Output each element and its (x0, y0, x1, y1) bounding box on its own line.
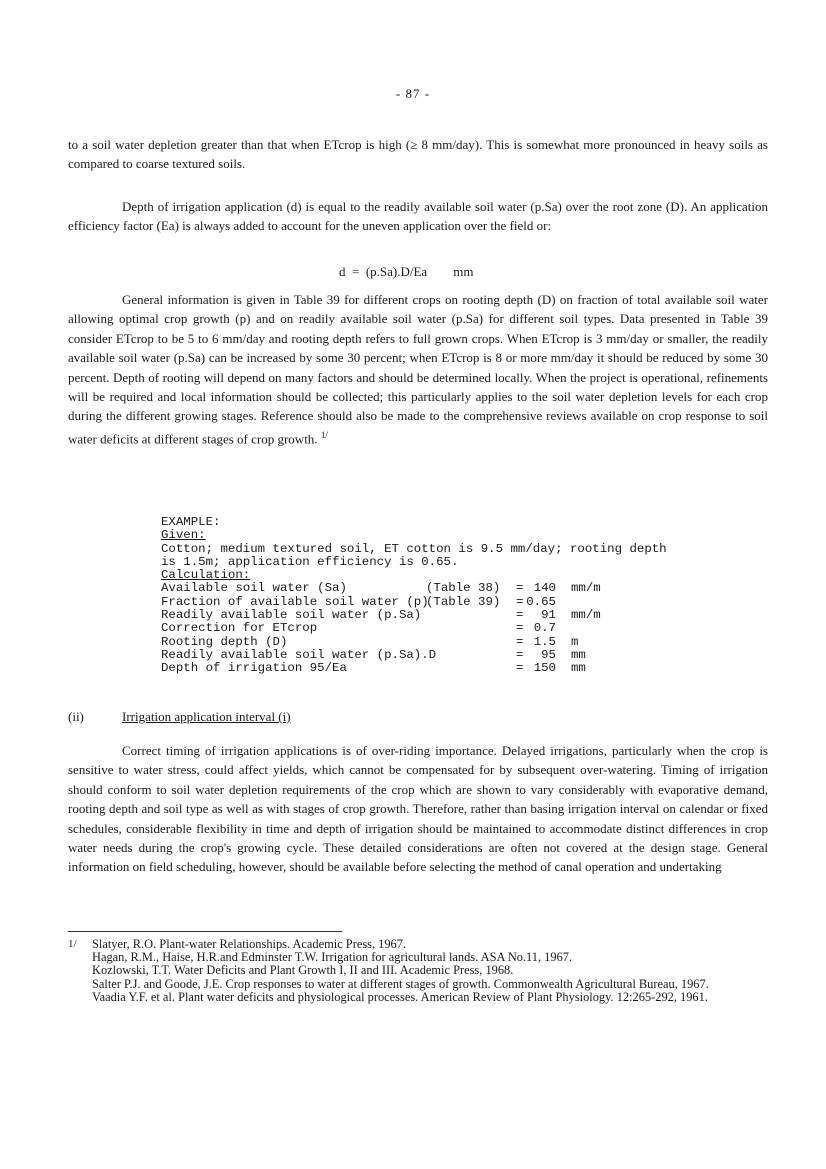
footnote-text: Kozlowski, T.T. Water Deficits and Plant Growth I, II and III. Academic Press, 1968. (92, 963, 514, 978)
calculation-table-ref: (Table 39) (426, 594, 501, 609)
calculation-unit: mm/m (571, 608, 601, 623)
calculation-value: 1.5 (533, 634, 556, 649)
calculation-label: Correction for ETcrop (161, 621, 318, 636)
footnote-reference: 1/ (320, 429, 328, 440)
example-calculation-label: Calculation: (161, 568, 251, 583)
footnote-divider (68, 931, 342, 932)
calculation-unit: mm/m (571, 581, 601, 596)
calculation-label: Depth of irrigation 95/Ea (161, 661, 347, 676)
calculation-value: 0.65 (526, 594, 556, 609)
calculation-equals: = (516, 594, 524, 609)
calculation-equals: = (516, 621, 524, 636)
calculation-table (161, 582, 681, 675)
calculation-equals: = (516, 581, 524, 596)
footnote-reference-entry (92, 991, 778, 1004)
calculation-row (161, 582, 681, 595)
paragraph-irrigation-depth: Depth of irrigation application (d) is equal to the readily available soil water (p.Sa) over the root zone (D). An application efficiency factor (Ea) is always added to account for the uneven application over the field or: (68, 199, 768, 234)
example-given-label: Given: (161, 528, 206, 543)
section-heading (68, 709, 291, 725)
calculation-value: 150 (533, 661, 556, 676)
section-title: Irrigation application interval (i) (122, 709, 291, 724)
calculation-table-ref: (Table 38) (426, 581, 501, 596)
calculation-row (161, 649, 681, 662)
paragraph-general-information (68, 290, 768, 449)
calculation-equals: = (516, 661, 524, 676)
footnote-text: Vaadia Y.F. et al. Plant water deficits and physiological processes. American Review of Plant Physiology. 12:265-292, 1961. (92, 989, 708, 1004)
calculation-label: Fraction of available soil water (p) (161, 594, 429, 609)
calculation-value: 91 (541, 608, 556, 623)
paragraph-irrigation-interval: Correct timing of irrigation applications is of over-riding importance. Delayed irrigations, particularly when the crop is sensitive to water stress, could affect yields, which cannot be compensated for by subsequent over-watering. Timing of irrigation should conform to soil water depletion requirements of the crop which are shown to vary considerably with evaporative demand, rooting depth and soil type as well as with stages of crop growth. Therefore, rather than basing irrigation interval on calendar or fixed schedules, considerable flexibility in time and depth of irrigation should be maintained to accommodate distinct differences in crop water needs during the crop's growing cycle. These detailed considerations are often not covered at the design stage. General information on field scheduling, however, should be available before selecting the method of canal operation and undertaking (68, 743, 768, 875)
footnote-text: Salter P.J. and Goode, J.E. Crop responses to water at different stages of growth. Commonwealth Agricultural Bureau, 1967. (92, 976, 709, 991)
calculation-row (161, 596, 681, 609)
calculation-row (161, 609, 681, 622)
calculation-equals: = (516, 647, 524, 662)
calculation-equals: = (516, 634, 524, 649)
example-given-line: Cotton; medium textured soil, ET cotton is 9.5 mm/day; rooting depth (161, 541, 667, 556)
calculation-label: Readily available soil water (p.Sa) (161, 608, 422, 623)
calculation-row (161, 636, 681, 649)
calculation-value: 0.7 (533, 621, 556, 636)
calculation-unit: mm (571, 661, 586, 676)
paragraph-continuation: to a soil water depletion greater than that when ETcrop is high (≥ 8 mm/day). This is somewhat more pronounced in heavy soils as compared to coarse textured soils. (68, 137, 768, 172)
example-title: EXAMPLE: (161, 515, 221, 529)
calculation-row (161, 622, 681, 635)
footnote-text: Slatyer, R.O. Plant-water Relationships. Academic Press, 1967. (92, 937, 407, 951)
section-number: (ii) (68, 709, 84, 724)
calculation-equals: = (516, 608, 524, 623)
calculation-unit: m (571, 634, 579, 649)
calculation-row (161, 662, 681, 675)
irrigation-depth-formula: d = (p.Sa).D/Ea mm (339, 264, 474, 279)
calculation-value: 95 (541, 647, 556, 662)
calculation-label: Available soil water (Sa) (161, 581, 347, 596)
page-number: - 87 - (395, 86, 431, 101)
calculation-value: 140 (533, 581, 556, 596)
calculation-unit: mm (571, 647, 586, 662)
footnotes (68, 938, 778, 1004)
footnote-marker: 1/ (68, 938, 77, 950)
example-given-line: is 1.5m; application efficiency is 0.65. (161, 554, 459, 569)
paragraph-general-information-text: General information is given in Table 39 for different crops on rooting depth (D) on fraction of total available soil water allowing optimal crop growth (p) and on readily available soil water (p.Sa) for different soil types. Data presented in Table 39 consider ETcrop to be 5 to 6 mm/day and rooting depth refers to full grown crops. When ETcrop is 3 mm/day or smaller, the readily available soil water (p.Sa) can be increased by some 30 percent; when ETcrop is 8 or more mm/day it should be reduced by some 30 percent. Depth of rooting will depend on many factors and should be determined locally. When the project is operational, refinements will be required and local information should be collected; this particularly applies to the soil water depletion levels for each crop during the different growing stages. Reference should also be made to the comprehensive reviews available on crop response to soil water deficits at different stages of crop growth. (68, 292, 768, 447)
calculation-label: Readily available soil water (p.Sa).D (161, 647, 437, 662)
footnote-text: Hagan, R.M., Haise, H.R.and Edminster T.W. Irrigation for agricultural lands. ASA No.11, 1967. (92, 950, 573, 965)
calculation-label: Rooting depth (D) (161, 634, 288, 649)
example-block (161, 516, 681, 676)
